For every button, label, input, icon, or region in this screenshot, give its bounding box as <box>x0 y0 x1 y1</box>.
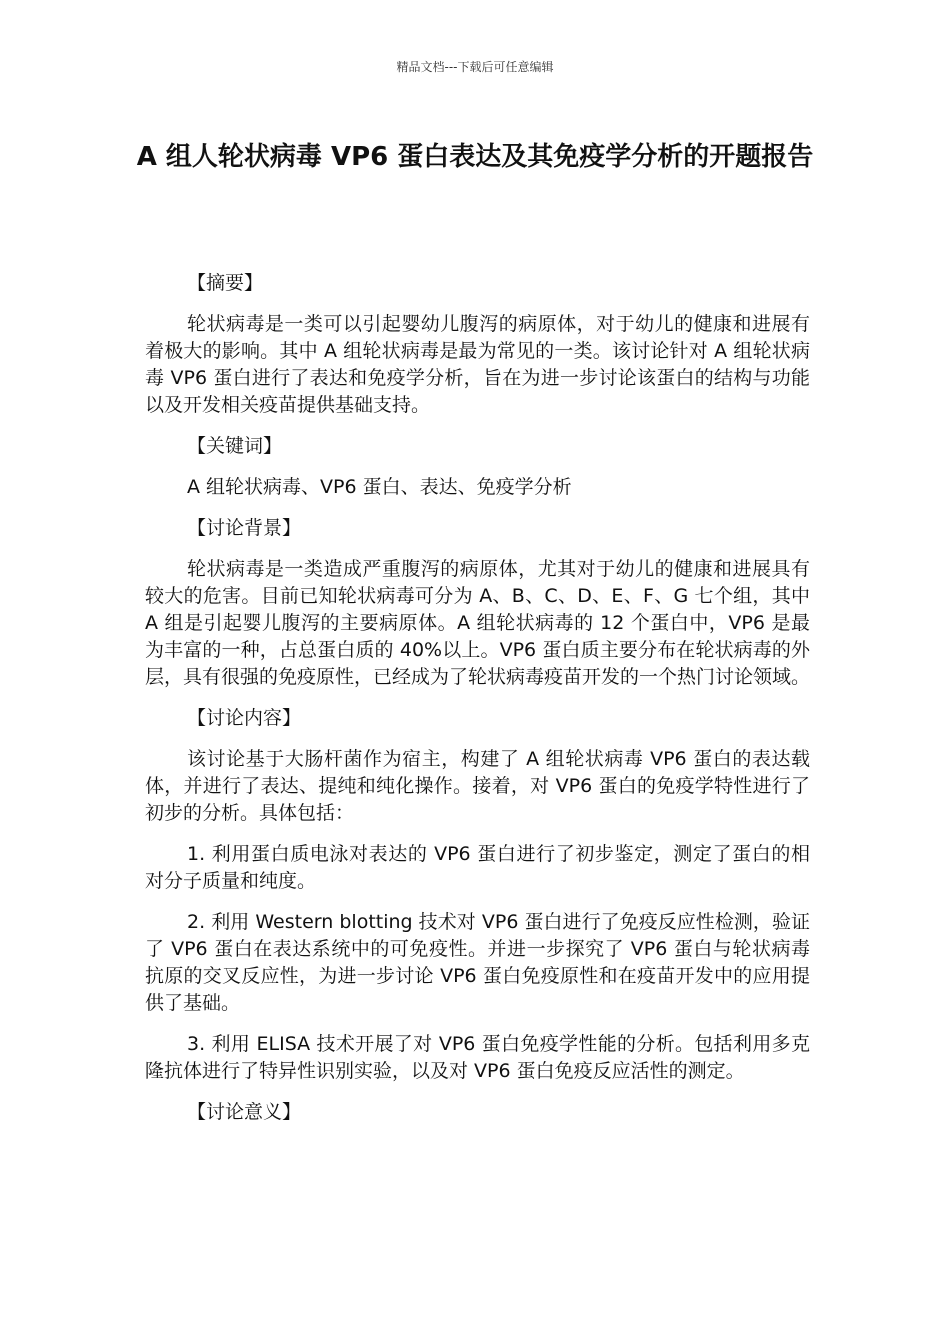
content-heading: 【讨论内容】 <box>187 707 302 729</box>
document-body <box>145 270 810 1140</box>
list-item: 3. 利用 ELISA 技术开展了对 VP6 蛋白免疫学性能的分析。包括利用多克隆抗体进行了特异性识别实验，以及对 VP6 蛋白免疫反应活性的测定。 <box>145 1033 810 1082</box>
keywords-heading: 【关键词】 <box>187 435 283 457</box>
header-note: 精品文档---下载后可任意编辑 <box>396 60 554 74</box>
abstract-heading: 【摘要】 <box>187 272 264 294</box>
background-heading: 【讨论背景】 <box>187 517 302 539</box>
list-item: 1. 利用蛋白质电泳对表达的 VP6 蛋白进行了初步鉴定，测定了蛋白的相对分子质量和纯度。 <box>145 843 810 892</box>
significance-heading: 【讨论意义】 <box>187 1101 302 1123</box>
abstract-paragraph: 轮状病毒是一类可以引起婴幼儿腹泻的病原体，对于幼儿的健康和进展有着极大的影响。其中 A 组轮状病毒是最为常见的一类。该讨论针对 A 组轮状病毒 VP6 蛋白进行了表达和免疫学分析，旨在为进一步讨论该蛋白的结构与功能以及开发相关疫苗提供基础支持。 <box>145 313 810 416</box>
background-paragraph: 轮状病毒是一类造成严重腹泻的病原体，尤其对于幼儿的健康和进展具有较大的危害。目前已知轮状病毒可分为 A、B、C、D、E、F、G 七个组，其中 A 组是引起婴儿腹泻的主要病原体。A 组轮状病毒的 12 个蛋白中，VP6 是最为丰富的一种，占总蛋白质的 40%以上。VP6 蛋白质主要分布在轮状病毒的外层，具有很强的免疫原性，已经成为了轮状病毒疫苗开发的一个热门讨论领域。 <box>145 558 811 688</box>
document-title: A 组人轮状病毒 VP6 蛋白表达及其免疫学分析的开题报告 <box>136 142 814 172</box>
content-paragraph: 该讨论基于大肠杆菌作为宿主，构建了 A 组轮状病毒 VP6 蛋白的表达载体，并进行了表达、提纯和纯化操作。接着，对 VP6 蛋白的免疫学特性进行了初步的分析。具体包括： <box>145 748 810 824</box>
list-item: 2. 利用 Western blotting 技术对 VP6 蛋白进行了免疫反应性检测，验证了 VP6 蛋白在表达系统中的可免疫性。并进一步探究了 VP6 蛋白与轮状病毒抗原的交叉反应性，为进一步讨论 VP6 蛋白免疫原性和在疫苗开发中的应用提供了基础。 <box>145 911 810 1014</box>
keywords-text: A 组轮状病毒、VP6 蛋白、表达、免疫学分析 <box>187 476 572 498</box>
